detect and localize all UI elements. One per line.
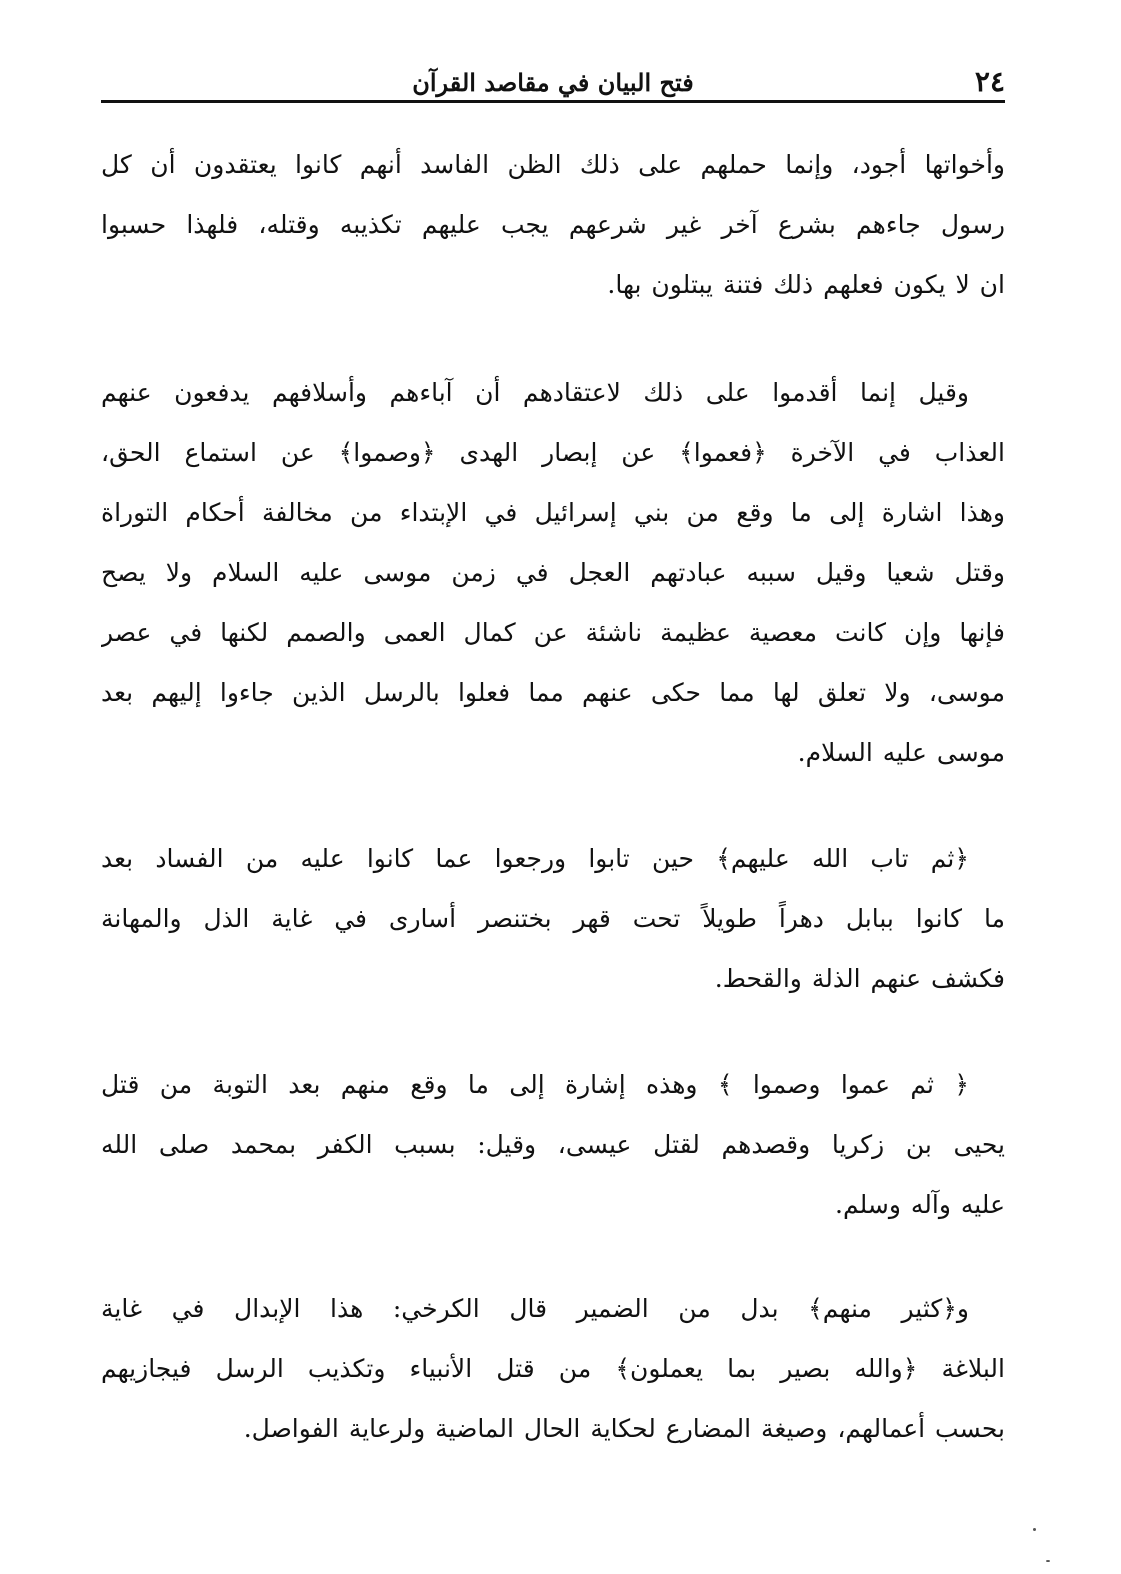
text-line: يحيى بن زكريا وقصدهم لقتل عيسى، وقيل: بسبب الكفر بمحمد صلى الله	[101, 1130, 1005, 1159]
text-line: البلاغة ﴿والله بصير بما يعملون﴾ من قتل الأنبياء وتكذيب الرسل فيجازيهم	[101, 1354, 1005, 1383]
scan-speck	[1046, 1560, 1050, 1562]
page-body	[101, 135, 1005, 1459]
paragraph-2	[101, 363, 1005, 783]
book-title: فتح البيان في مقاصد القرآن	[412, 68, 694, 97]
text-line: فكشف عنهم الذلة والقحط.	[714, 964, 1005, 993]
page-number: ٢٤	[974, 65, 1005, 98]
paragraph-gap	[101, 1009, 1005, 1055]
text-line: موسى، ولا تعلق لها مما حكى عنهم مما فعلوا بالرسل الذين جاءوا إليهم بعد	[101, 678, 1005, 707]
text-line: رسول جاءهم بشرع آخر غير شرعهم يجب عليهم تكذيبه وقتله، فلهذا حسبوا	[101, 210, 1005, 239]
text-line: و﴿كثير منهم﴾ بدل من الضمير قال الكرخي: هذا الإبدال في غاية	[101, 1294, 969, 1323]
text-line: فإنها وإن كانت معصية عظيمة ناشئة عن كمال العمى والصمم لكنها في عصر	[101, 618, 1005, 647]
text-line: ما كانوا ببابل دهراً طويلاً تحت قهر بختنصر أسارى في غاية الذل والمهانة	[101, 904, 1005, 933]
paragraph-1	[101, 135, 1005, 315]
text-line: بحسب أعمالهم، وصيغة المضارع لحكاية الحال الماضية ولرعاية الفواصل.	[243, 1414, 1005, 1443]
paragraph-5	[101, 1279, 1005, 1459]
text-line: وقيل إنما أقدموا على ذلك لاعتقادهم أن آباءهم وأسلافهم يدفعون عنهم	[101, 378, 969, 407]
page-header	[101, 55, 1005, 103]
scan-speck	[1033, 1528, 1036, 1531]
text-line: ﴿ثم تاب الله عليهم﴾ حين تابوا ورجعوا عما كانوا عليه من الفساد بعد	[101, 844, 969, 873]
text-line: وقتل شعيا وقيل سببه عبادتهم العجل في زمن موسى عليه السلام ولا يصح	[101, 558, 1005, 587]
text-line: ان لا يكون فعلهم ذلك فتنة يبتلون بها.	[607, 270, 1005, 299]
paragraph-gap	[101, 783, 1005, 829]
paragraph-gap	[101, 1235, 1005, 1279]
paragraph-gap	[101, 315, 1005, 363]
text-line: وهذا اشارة إلى ما وقع من بني إسرائيل في الإبتداء من مخالفة أحكام التوراة	[101, 498, 1005, 527]
text-line: العذاب في الآخرة ﴿فعموا﴾ عن إبصار الهدى ﴿وصموا﴾ عن استماع الحق،	[101, 438, 1005, 467]
paragraph-4	[101, 1055, 1005, 1235]
text-line: موسى عليه السلام.	[797, 738, 1005, 767]
text-line: وأخواتها أجود، وإنما حملهم على ذلك الظن الفاسد أنهم كانوا يعتقدون أن كل	[101, 150, 1005, 179]
paragraph-3	[101, 829, 1005, 1009]
text-line: ﴿ ثم عموا وصموا ﴾ وهذه إشارة إلى ما وقع منهم بعد التوبة من قتل	[101, 1070, 969, 1099]
text-line: عليه وآله وسلم.	[835, 1190, 1005, 1219]
